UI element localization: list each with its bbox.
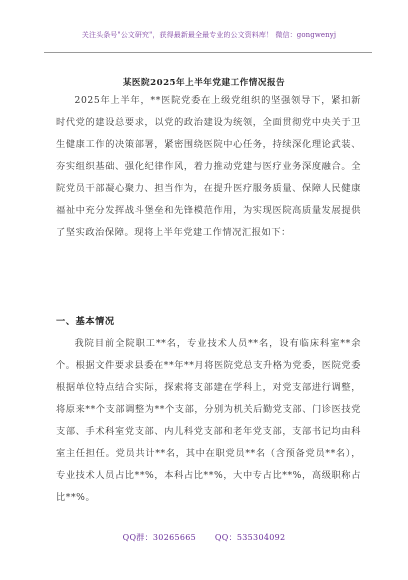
header-divider xyxy=(44,52,372,53)
header-banner: 关注头条号"公文研究"，获得最新最全最专业的公文资料库！ 微信：gongwenyj xyxy=(81,31,337,39)
document-title: 某医院2025年上半年党建工作情况报告 xyxy=(122,78,286,88)
section-heading-basic-info: 一、基本情况 xyxy=(56,316,115,327)
intro-paragraph: 2025年上半年，**医院党委在上级党组织的坚强领导下，紧扣新时代党的建设总要求，以党的政治建设为统领，全面贯彻党中央关于卫生健康工作的决策部署，紧密围绕医院中心任务，持续深化理论武装、夯实组织基础、强化纪律作风，着力推动党建与医疗业务深度融合。全院党员干部凝心聚力、担当作为，在提升医疗服务质量、保障人民健康福祉中充分发挥战斗堡垒和先锋模范作用，为实现医院高质量发展提供了坚实政治保障。现将上半年党建工作情况汇报如下： xyxy=(56,95,361,238)
footer-qq: QQ：535304092 xyxy=(214,533,286,542)
footer-contact xyxy=(0,532,408,543)
footer-qq-group: QQ群：30265665 xyxy=(122,533,197,542)
section-paragraph-basic-info: 我院目前全院职工**名，专业技术人员**名，设有临床科室**余个。根据文件要求县委在**年**月将医院党总支升格为党委，医院党委根据单位特点结合实际，探索将支部建在学科上，对党支部进行调整，将原来**个支部调整为**个支部，分别为机关后勤党支部、门诊医技党支部、手术科室党支部、内儿科党支部和老年党支部，支部书记均由科室主任担任。党员共计**名，其中在职党员**名（含预备党员**名），专业技术人员占比**%，本科占比**%，大中专占比**%，高级职称占比**%。 xyxy=(56,338,361,503)
